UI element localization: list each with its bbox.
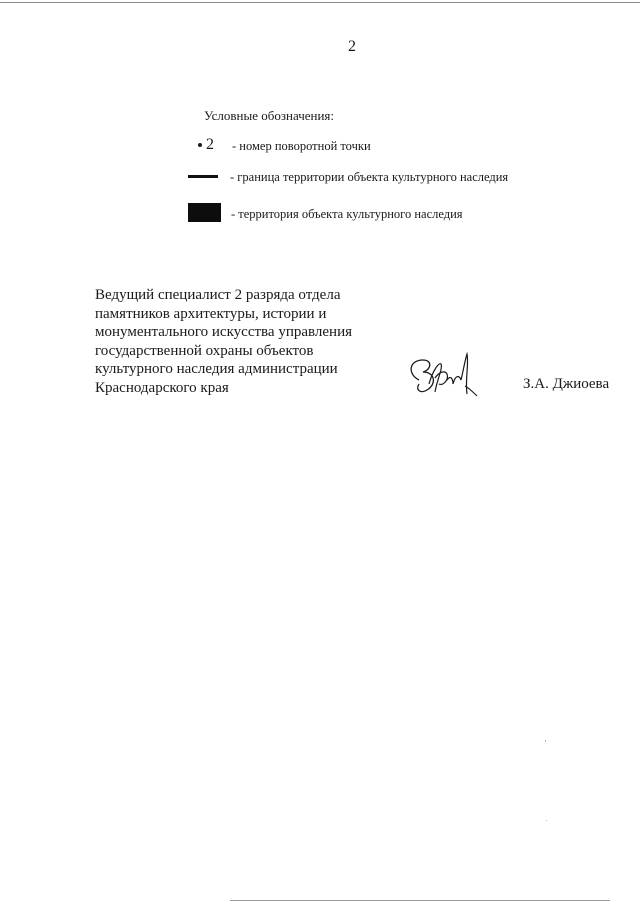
signatory-name: З.А. Джиоева [523,376,610,392]
legend-item-boundary: - граница территории объекта культурного наследия [230,170,509,184]
scan-edge-top [0,2,640,3]
position-line: культурного наследия администрации [95,361,338,377]
turning-point-symbol [198,136,214,154]
position-line: монументального искусства управления [95,324,352,340]
page-number: 2 [348,38,356,55]
scan-edge-bottom [230,900,610,901]
position-line: государственной охраны объектов [95,342,314,359]
legend-title: Условные обозначения: [204,108,335,123]
territory-fill-icon [188,203,221,222]
position-line: памятников архитектуры, истории и [95,305,327,322]
position-line: Краснодарского края [95,379,229,396]
scan-speck [545,740,546,742]
bullet-dot-icon [198,143,202,147]
boundary-line-icon [188,175,218,178]
handwritten-signature [405,350,480,398]
legend-item-territory: - территория объекта культурного наследия [231,207,463,221]
scan-speck [546,820,547,821]
position-line: Ведущий специалист 2 разряда отдела [95,287,341,303]
signatory-position [95,286,395,397]
legend-item-turning-point: - номер поворотной точки [232,139,371,153]
turning-point-number: 2 [206,136,214,153]
